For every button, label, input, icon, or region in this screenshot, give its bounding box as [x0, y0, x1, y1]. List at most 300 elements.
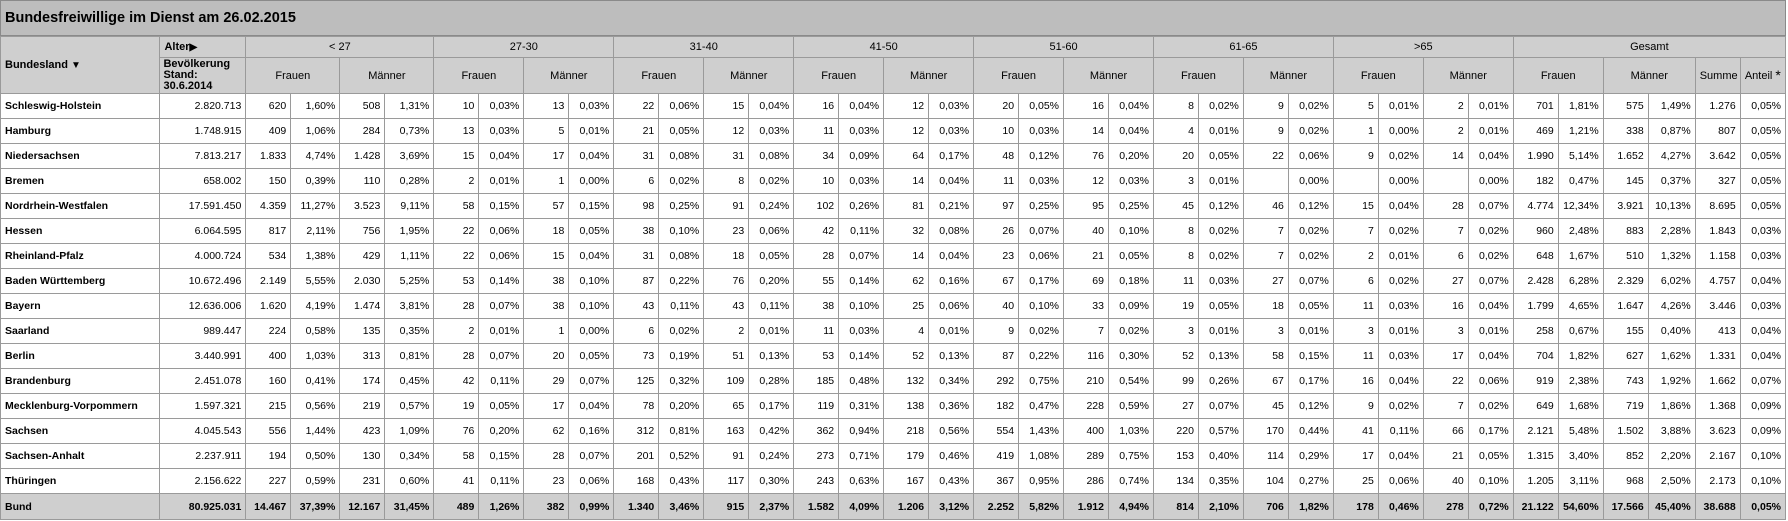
percent-cell: 0,20%	[1108, 144, 1153, 169]
percent-cell: 0,04%	[569, 144, 614, 169]
count-cell: 8	[1153, 244, 1198, 269]
percent-cell: 0,04%	[1378, 444, 1423, 469]
percent-cell: 0,13%	[1198, 344, 1243, 369]
percent-cell: 0,63%	[839, 469, 884, 494]
population-date-label: Stand: 30.6.2014	[163, 69, 213, 92]
percent-cell: 0,94%	[839, 419, 884, 444]
percent-cell: 10,13%	[1648, 194, 1695, 219]
count-cell: 87	[974, 344, 1019, 369]
count-cell: 194	[246, 444, 291, 469]
count-cell: 40	[1423, 469, 1468, 494]
percent-cell: 0,07%	[479, 344, 524, 369]
count-cell: 1	[1333, 119, 1378, 144]
percent-cell: 0,05%	[1288, 294, 1333, 319]
percent-cell: 6,02%	[1648, 269, 1695, 294]
state-name: Bremen	[1, 169, 160, 194]
count-cell: 73	[614, 344, 659, 369]
percent-cell: 0,17%	[1019, 269, 1064, 294]
count-cell: 6	[614, 319, 659, 344]
percent-cell: 45,40%	[1648, 494, 1695, 520]
count-cell: 231	[340, 469, 385, 494]
count-cell: 182	[974, 394, 1019, 419]
percent-cell: 5,48%	[1558, 419, 1603, 444]
percent-cell: 0,59%	[1108, 394, 1153, 419]
percent-cell: 0,00%	[1288, 169, 1333, 194]
percent-cell: 0,04%	[749, 94, 794, 119]
percent-cell: 0,02%	[1198, 219, 1243, 244]
table-row	[1, 294, 1786, 319]
percent-cell: 0,06%	[749, 219, 794, 244]
count-cell: 3.642	[1695, 144, 1740, 169]
percent-cell: 1,38%	[291, 244, 340, 269]
count-cell: 11	[794, 119, 839, 144]
count-cell: 17	[524, 144, 569, 169]
count-cell: 31	[614, 144, 659, 169]
percent-cell: 1,31%	[385, 94, 434, 119]
percent-cell: 0,04%	[929, 169, 974, 194]
percent-cell: 0,04%	[569, 244, 614, 269]
percent-cell: 0,17%	[1288, 369, 1333, 394]
count-cell: 150	[246, 169, 291, 194]
percent-cell: 1,43%	[1019, 419, 1064, 444]
count-cell: 3.623	[1695, 419, 1740, 444]
count-cell: 130	[340, 444, 385, 469]
percent-cell: 0,04%	[839, 94, 884, 119]
count-cell: 915	[704, 494, 749, 520]
percent-cell: 0,10%	[1468, 469, 1513, 494]
population-value: 17.591.450	[160, 194, 246, 219]
count-cell: 155	[1603, 319, 1648, 344]
count-cell: 17	[1333, 444, 1378, 469]
count-cell: 12	[884, 119, 929, 144]
percent-cell: 1,49%	[1648, 94, 1695, 119]
count-cell: 43	[614, 294, 659, 319]
count-cell: 292	[974, 369, 1019, 394]
percent-cell: 0,34%	[385, 444, 434, 469]
percent-cell: 0,81%	[659, 419, 704, 444]
count-cell: 273	[794, 444, 839, 469]
count-cell: 125	[614, 369, 659, 394]
column-header-bundesland[interactable]	[1, 37, 160, 94]
count-cell: 1.833	[246, 144, 291, 169]
count-cell: 220	[1153, 419, 1198, 444]
percent-cell: 0,03%	[479, 94, 524, 119]
title-bar	[0, 0, 1786, 36]
percent-cell: 0,00%	[1468, 169, 1513, 194]
percent-cell: 6,28%	[1558, 269, 1603, 294]
count-cell: 8	[1153, 94, 1198, 119]
percent-cell: 0,05%	[1740, 194, 1785, 219]
count-cell: 13	[524, 94, 569, 119]
percent-cell: 0,39%	[291, 169, 340, 194]
count-cell: 67	[974, 269, 1019, 294]
percent-cell: 0,02%	[1378, 269, 1423, 294]
state-name: Berlin	[1, 344, 160, 369]
percent-cell: 3,69%	[385, 144, 434, 169]
age-group-header: 27-30	[434, 37, 614, 58]
count-cell: 38	[524, 294, 569, 319]
state-name: Mecklenburg-Vorpommern	[1, 394, 160, 419]
percent-cell: 0,56%	[929, 419, 974, 444]
count-cell: 284	[340, 119, 385, 144]
percent-cell: 0,05%	[1108, 244, 1153, 269]
percent-cell: 1,82%	[1558, 344, 1603, 369]
count-cell: 20	[1153, 144, 1198, 169]
count-cell: 22	[1423, 369, 1468, 394]
count-cell: 66	[1423, 419, 1468, 444]
count-cell: 469	[1513, 119, 1558, 144]
report-title: Bundesfreiwillige im Dienst am 26.02.2015	[5, 10, 296, 26]
percent-cell: 1,67%	[1558, 244, 1603, 269]
percent-cell: 0,04%	[1468, 144, 1513, 169]
percent-cell: 0,03%	[1019, 169, 1064, 194]
frauen-header: Frauen	[434, 58, 524, 94]
percent-cell: 54,60%	[1558, 494, 1603, 520]
percent-cell: 0,04%	[1468, 344, 1513, 369]
frauen-header: Frauen	[1333, 58, 1423, 94]
percent-cell: 0,00%	[569, 319, 614, 344]
percent-cell: 0,02%	[1198, 94, 1243, 119]
count-cell: 42	[434, 369, 479, 394]
count-cell: 510	[1603, 244, 1648, 269]
count-cell: 23	[974, 244, 1019, 269]
percent-cell: 0,41%	[291, 369, 340, 394]
count-cell: 1.276	[1695, 94, 1740, 119]
percent-cell: 0,10%	[1108, 219, 1153, 244]
percent-cell: 11,27%	[291, 194, 340, 219]
count-cell: 19	[1153, 294, 1198, 319]
state-name: Hamburg	[1, 119, 160, 144]
frauen-header: Frauen	[974, 58, 1064, 94]
percent-cell: 37,39%	[291, 494, 340, 520]
count-cell: 1.331	[1695, 344, 1740, 369]
percent-cell: 0,71%	[839, 444, 884, 469]
count-cell: 3	[1333, 319, 1378, 344]
percent-cell: 0,01%	[1378, 319, 1423, 344]
percent-cell: 0,01%	[1198, 169, 1243, 194]
percent-cell: 0,73%	[385, 119, 434, 144]
percent-cell: 0,02%	[749, 169, 794, 194]
percent-cell: 2,20%	[1648, 444, 1695, 469]
state-name: Bayern	[1, 294, 160, 319]
percent-cell: 0,05%	[1468, 444, 1513, 469]
percent-cell: 2,37%	[749, 494, 794, 520]
count-cell: 11	[974, 169, 1019, 194]
count-cell: 160	[246, 369, 291, 394]
age-group-header: 31-40	[614, 37, 794, 58]
count-cell: 224	[246, 319, 291, 344]
column-header-alter[interactable]	[160, 37, 246, 58]
count-cell: 919	[1513, 369, 1558, 394]
table-row	[1, 194, 1786, 219]
percent-cell: 0,52%	[659, 444, 704, 469]
percent-cell: 0,07%	[569, 444, 614, 469]
table-row	[1, 169, 1786, 194]
percent-cell: 0,01%	[1468, 319, 1513, 344]
count-cell: 556	[246, 419, 291, 444]
count-cell: 2	[1333, 244, 1378, 269]
table-row	[1, 319, 1786, 344]
percent-cell: 9,11%	[385, 194, 434, 219]
count-cell: 119	[794, 394, 839, 419]
count-cell: 719	[1603, 394, 1648, 419]
count-cell: 2.149	[246, 269, 291, 294]
percent-cell: 0,09%	[839, 144, 884, 169]
percent-cell: 0,87%	[1648, 119, 1695, 144]
count-cell: 109	[704, 369, 749, 394]
count-cell: 12	[884, 94, 929, 119]
count-cell: 98	[614, 194, 659, 219]
count-cell: 16	[1423, 294, 1468, 319]
count-cell	[1423, 169, 1468, 194]
percent-cell: 0,06%	[929, 294, 974, 319]
count-cell: 814	[1153, 494, 1198, 520]
percent-cell: 4,09%	[839, 494, 884, 520]
count-cell: 12	[1064, 169, 1109, 194]
count-cell: 258	[1513, 319, 1558, 344]
count-cell: 135	[340, 319, 385, 344]
percent-cell: 1,60%	[291, 94, 340, 119]
count-cell: 48	[974, 144, 1019, 169]
percent-cell: 0,42%	[749, 419, 794, 444]
count-cell: 117	[704, 469, 749, 494]
count-cell: 53	[794, 344, 839, 369]
count-cell: 28	[524, 444, 569, 469]
age-group-header: 61-65	[1153, 37, 1333, 58]
percent-cell: 0,00%	[569, 169, 614, 194]
count-cell: 620	[246, 94, 291, 119]
state-name: Schleswig-Holstein	[1, 94, 160, 119]
maenner-header: Männer	[1243, 58, 1333, 94]
percent-cell: 1,92%	[1648, 369, 1695, 394]
percent-cell: 0,58%	[291, 319, 340, 344]
percent-cell: 0,07%	[1468, 269, 1513, 294]
count-cell: 145	[1603, 169, 1648, 194]
table-row	[1, 444, 1786, 469]
count-cell: 51	[704, 344, 749, 369]
percent-cell: 0,99%	[569, 494, 614, 520]
percent-cell: 31,45%	[385, 494, 434, 520]
percent-cell: 3,81%	[385, 294, 434, 319]
count-cell: 278	[1423, 494, 1468, 520]
percent-cell: 0,20%	[749, 269, 794, 294]
percent-cell: 0,02%	[659, 169, 704, 194]
count-cell: 25	[884, 294, 929, 319]
percent-cell: 1,62%	[1648, 344, 1695, 369]
count-cell: 52	[884, 344, 929, 369]
count-cell: 11	[1153, 269, 1198, 294]
count-cell: 7	[1243, 244, 1288, 269]
table-row	[1, 119, 1786, 144]
count-cell: 168	[614, 469, 659, 494]
count-cell: 289	[1064, 444, 1109, 469]
count-cell: 13	[434, 119, 479, 144]
count-cell: 20	[974, 94, 1019, 119]
percent-cell: 0,02%	[659, 319, 704, 344]
frauen-header: Frauen	[794, 58, 884, 94]
frauen-header: Frauen	[246, 58, 340, 94]
count-cell: 243	[794, 469, 839, 494]
percent-cell: 0,24%	[749, 444, 794, 469]
percent-cell: 0,47%	[1558, 169, 1603, 194]
count-cell: 22	[434, 244, 479, 269]
percent-cell: 1,95%	[385, 219, 434, 244]
percent-cell: 1,81%	[1558, 94, 1603, 119]
percent-cell: 0,19%	[659, 344, 704, 369]
count-cell: 1.428	[340, 144, 385, 169]
count-cell: 34	[794, 144, 839, 169]
percent-cell: 0,25%	[1019, 194, 1064, 219]
count-cell: 21	[1064, 244, 1109, 269]
population-value: 4.000.724	[160, 244, 246, 269]
count-cell: 38.688	[1695, 494, 1740, 520]
count-cell: 1.843	[1695, 219, 1740, 244]
state-name: Brandenburg	[1, 369, 160, 394]
percent-cell: 1,21%	[1558, 119, 1603, 144]
count-cell: 15	[1333, 194, 1378, 219]
percent-cell: 0,09%	[1740, 419, 1785, 444]
count-cell	[1243, 169, 1288, 194]
percent-cell: 0,10%	[659, 219, 704, 244]
percent-cell: 0,00%	[1378, 119, 1423, 144]
state-name: Thüringen	[1, 469, 160, 494]
population-value: 10.672.496	[160, 269, 246, 294]
count-cell: 134	[1153, 469, 1198, 494]
state-name: Rheinland-Pfalz	[1, 244, 160, 269]
percent-cell: 0,18%	[1108, 269, 1153, 294]
count-cell: 1.799	[1513, 294, 1558, 319]
count-cell: 21	[614, 119, 659, 144]
count-cell: 9	[1333, 144, 1378, 169]
percent-cell: 0,10%	[1740, 444, 1785, 469]
percent-cell: 0,01%	[1198, 119, 1243, 144]
count-cell: 817	[246, 219, 291, 244]
percent-cell: 0,03%	[479, 119, 524, 144]
count-cell: 21.122	[1513, 494, 1558, 520]
count-cell: 1.474	[340, 294, 385, 319]
percent-cell: 0,16%	[569, 419, 614, 444]
age-group-header: < 27	[246, 37, 434, 58]
count-cell: 400	[246, 344, 291, 369]
percent-cell: 0,07%	[1740, 369, 1785, 394]
count-cell: 2	[1423, 94, 1468, 119]
summe-header: Summe	[1695, 58, 1740, 94]
count-cell: 26	[974, 219, 1019, 244]
count-cell: 110	[340, 169, 385, 194]
count-cell: 1.340	[614, 494, 659, 520]
count-cell: 1	[524, 169, 569, 194]
percent-cell: 0,02%	[1108, 319, 1153, 344]
count-cell: 6	[1333, 269, 1378, 294]
percent-cell: 0,02%	[1288, 119, 1333, 144]
percent-cell: 5,82%	[1019, 494, 1064, 520]
count-cell: 11	[1333, 344, 1378, 369]
count-cell: 8	[704, 169, 749, 194]
count-cell: 7	[1243, 219, 1288, 244]
percent-cell: 0,04%	[1108, 94, 1153, 119]
percent-cell: 2,38%	[1558, 369, 1603, 394]
table-row	[1, 369, 1786, 394]
percent-cell: 0,03%	[569, 94, 614, 119]
maenner-header: Männer	[524, 58, 614, 94]
count-cell: 104	[1243, 469, 1288, 494]
percent-cell: 0,07%	[1468, 194, 1513, 219]
count-cell: 40	[974, 294, 1019, 319]
count-cell: 23	[704, 219, 749, 244]
count-cell: 14	[884, 244, 929, 269]
percent-cell: 0,06%	[1378, 469, 1423, 494]
percent-cell: 0,28%	[749, 369, 794, 394]
count-cell: 852	[1603, 444, 1648, 469]
percent-cell: 0,05%	[1740, 169, 1785, 194]
count-cell: 31	[704, 144, 749, 169]
count-cell: 9	[1243, 94, 1288, 119]
count-cell: 65	[704, 394, 749, 419]
asterisk-footnote: *	[1775, 66, 1781, 83]
count-cell: 429	[340, 244, 385, 269]
count-cell: 28	[794, 244, 839, 269]
table-row	[1, 419, 1786, 444]
percent-cell: 0,43%	[929, 469, 974, 494]
count-cell: 18	[524, 219, 569, 244]
count-cell: 313	[340, 344, 385, 369]
percent-cell: 0,07%	[569, 369, 614, 394]
count-cell: 2	[434, 319, 479, 344]
percent-cell: 0,01%	[479, 169, 524, 194]
count-cell: 409	[246, 119, 291, 144]
percent-cell: 0,56%	[291, 394, 340, 419]
count-cell: 116	[1064, 344, 1109, 369]
maenner-header: Männer	[704, 58, 794, 94]
count-cell: 179	[884, 444, 929, 469]
percent-cell: 0,74%	[1108, 469, 1153, 494]
percent-cell: 2,10%	[1198, 494, 1243, 520]
arrow-right-icon: ▶	[189, 42, 198, 53]
age-group-header: 51-60	[974, 37, 1154, 58]
percent-cell: 0,02%	[1378, 219, 1423, 244]
percent-cell: 0,03%	[839, 319, 884, 344]
count-cell: 42	[794, 219, 839, 244]
maenner-header: Männer	[884, 58, 974, 94]
population-value: 1.597.321	[160, 394, 246, 419]
count-cell: 97	[974, 194, 1019, 219]
percent-cell: 0,17%	[929, 144, 974, 169]
count-cell: 11	[794, 319, 839, 344]
count-cell: 62	[884, 269, 929, 294]
count-cell: 3	[1243, 319, 1288, 344]
percent-cell: 0,05%	[1740, 494, 1785, 520]
percent-cell: 1,86%	[1648, 394, 1695, 419]
percent-cell: 1,08%	[1019, 444, 1064, 469]
count-cell: 91	[704, 194, 749, 219]
percent-cell: 1,06%	[291, 119, 340, 144]
population-value: 989.447	[160, 319, 246, 344]
percent-cell: 0,07%	[839, 244, 884, 269]
table-row	[1, 144, 1786, 169]
population-label: Bevölkerung	[163, 58, 231, 70]
table-row	[1, 269, 1786, 294]
percent-cell: 0,36%	[929, 394, 974, 419]
count-cell: 27	[1153, 394, 1198, 419]
count-cell: 1.652	[1603, 144, 1648, 169]
percent-cell: 0,01%	[569, 119, 614, 144]
count-cell: 40	[1064, 219, 1109, 244]
percent-cell: 0,07%	[1198, 394, 1243, 419]
percent-cell: 1,03%	[1108, 419, 1153, 444]
state-name: Nordrhein-Westfalen	[1, 194, 160, 219]
percent-cell: 2,28%	[1648, 219, 1695, 244]
percent-cell: 0,75%	[1108, 444, 1153, 469]
